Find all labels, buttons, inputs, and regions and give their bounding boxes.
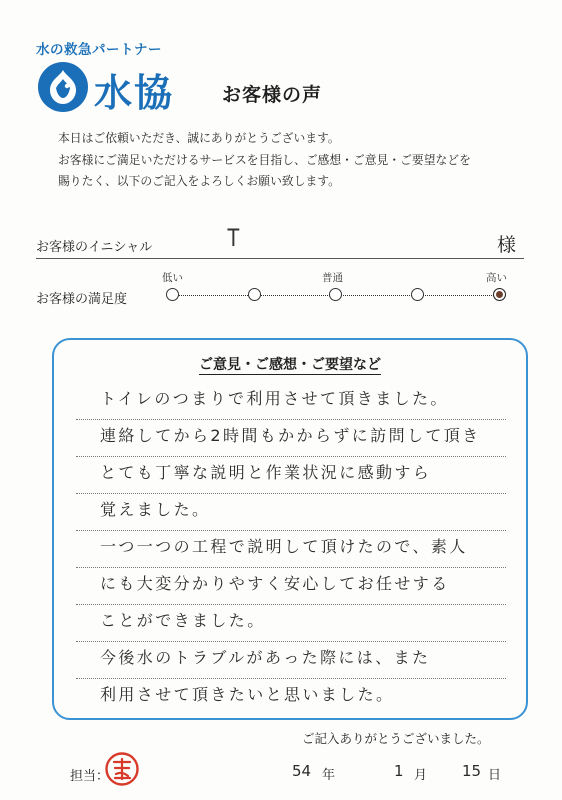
staff-seal-stamp-icon xyxy=(104,751,140,787)
brand-logo-text: 水協 xyxy=(94,71,175,115)
satisfaction-option-3 xyxy=(329,288,342,301)
date-day: 15 xyxy=(462,762,482,780)
comment-title-text: ご意見・ご感想・ご要望など xyxy=(199,357,381,373)
intro-text xyxy=(58,128,528,193)
date-day-unit: 日 xyxy=(488,768,502,783)
comment-line: 利用させて頂きたいと思いました。 xyxy=(100,685,395,704)
initials-value: T xyxy=(227,224,240,252)
intro-line: お客様にご満足いただけるサービスを目指し、ご感想・ご意見・ご要望などを xyxy=(58,152,471,167)
comment-line: 今後水のトラブルがあった際には、また xyxy=(76,643,506,679)
satisfaction-option-1 xyxy=(166,288,179,301)
comment-line: 覚えました。 xyxy=(76,495,506,531)
satisfaction-low-label: 低い xyxy=(162,272,183,284)
satisfaction-mid-label: 普通 xyxy=(322,272,343,284)
satisfaction-option-2 xyxy=(248,288,261,301)
water-drop-logo-icon xyxy=(36,60,90,114)
comment-line: ことができました。 xyxy=(76,606,506,642)
comment-title xyxy=(54,354,526,374)
initials-field xyxy=(36,226,524,259)
thanks-message: ご記入ありがとうございました。 xyxy=(302,731,490,746)
comment-line: トイレのつまりで利用させて頂きました。 xyxy=(76,384,506,420)
intro-line: 本日はご依頼いただき、誠にありがとうございます。 xyxy=(58,131,340,145)
satisfaction-option-4 xyxy=(411,288,424,301)
comment-line: とても丁寧な説明と作業状況に感動すら xyxy=(76,458,506,494)
satisfaction-scale xyxy=(150,270,520,310)
initials-label: お客様のイニシャル xyxy=(36,240,153,255)
comment-line: 連絡してから2時間もかからずに訪問して頂き xyxy=(76,421,506,457)
intro-line: 賜りたく、以下のご記入をよろしくお願い致します。 xyxy=(58,174,340,188)
comment-line: 一つ一つの工程で説明して頂けたので、素人 xyxy=(76,532,506,568)
staff-label: 担当： xyxy=(70,769,110,784)
brand-tagline: 水の救急パートナー xyxy=(36,42,162,58)
date-month-unit: 月 xyxy=(414,768,428,783)
satisfaction-high-label: 高い xyxy=(486,272,507,284)
comment-box xyxy=(52,338,528,720)
date-year-unit: 年 xyxy=(322,768,336,783)
satisfaction-label: お客様の満足度 xyxy=(36,292,128,307)
initials-suffix: 様 xyxy=(496,234,516,256)
date-year: 54 xyxy=(292,762,312,780)
page-title: お客様の声 xyxy=(222,84,323,106)
comment-line: にも大変分かりやすく安心してお任せする xyxy=(76,569,506,605)
date-month: 1 xyxy=(394,762,404,780)
satisfaction-option-5 xyxy=(493,288,506,301)
